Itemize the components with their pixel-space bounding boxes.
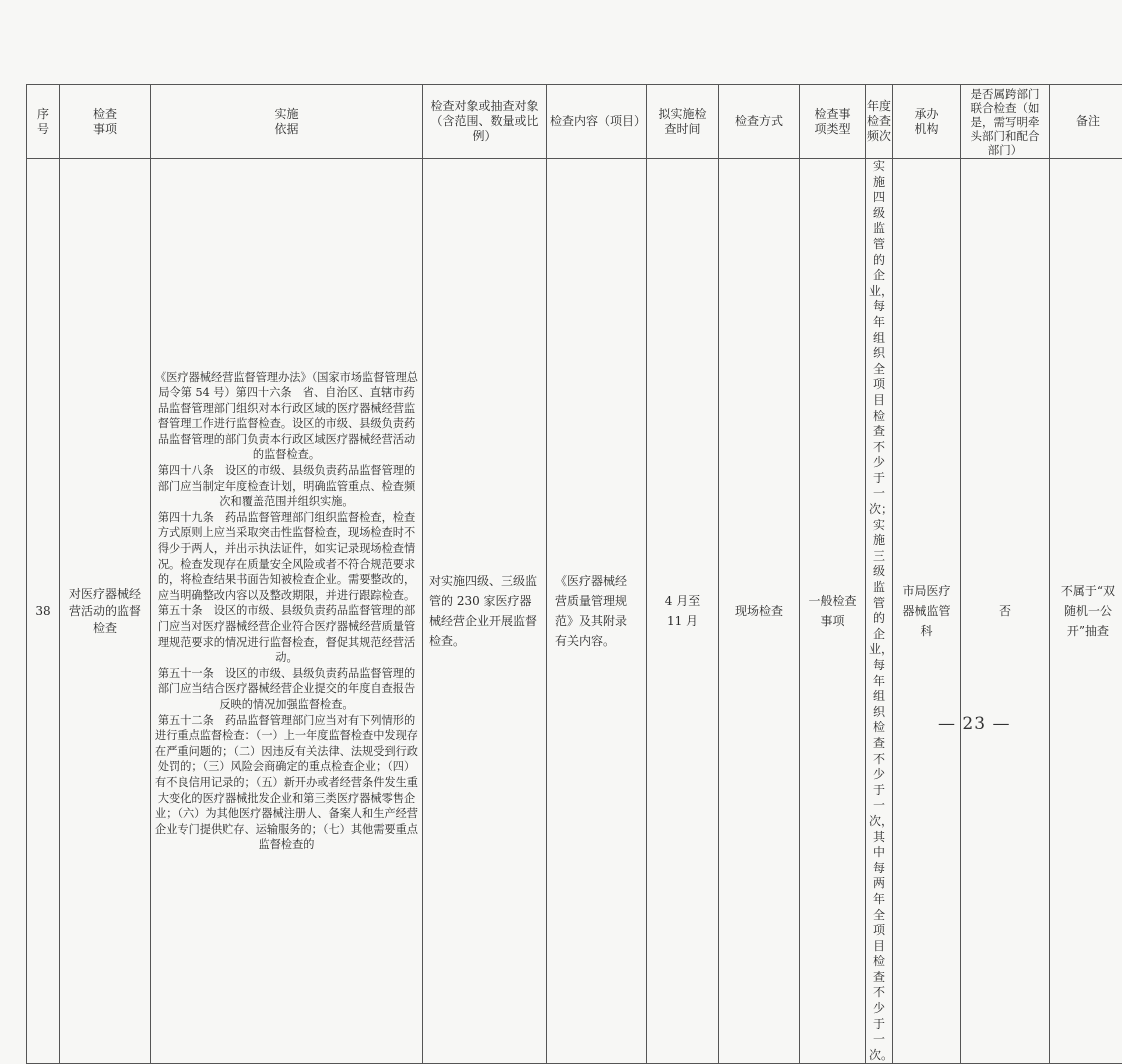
cell-agency (893, 159, 961, 1064)
inspection-content: 《医疗器械经营质量管理规范》及其附录有关内容。 (555, 571, 638, 651)
cell-method (719, 159, 800, 1064)
header-type (800, 85, 866, 159)
table-row (27, 159, 1122, 1064)
inspection-frequency: 实施四级监管的企业，每年组织全项目检查不少于一次；实施三级监管的企业，每年组织检查不少于一次，其中每两年全项目检查不少于一次。 (869, 159, 889, 1063)
header-method (719, 85, 800, 159)
header-joint (961, 85, 1050, 159)
cell-no (27, 159, 60, 1064)
cell-remark (1050, 159, 1122, 1064)
remark: 不属于“双随机一公开”抽查 (1060, 581, 1116, 641)
cell-frequency (866, 159, 893, 1064)
cell-time (647, 159, 719, 1064)
cell-target (423, 159, 547, 1064)
header-label: 年度 检查 频次 (867, 99, 891, 144)
header-target (423, 85, 547, 159)
basis-paragraph: 第五十条 设区的市级、县级负责药品监督管理的部门应当对医疗器械经营企业符合医疗器械经营质量管理规范要求的情况进行监督检查，督促其规范经营活动。 (154, 603, 419, 665)
inspection-time: 4 月至 11 月 (657, 591, 708, 631)
cell-joint (961, 159, 1050, 1064)
inspection-target: 对实施四级、三级监管的 230 家医疗器械经营企业开展监督检查。 (429, 571, 540, 651)
inspection-table (26, 84, 1122, 1064)
basis-paragraph: 《医疗器械经营监督管理办法》（国家市场监督管理总局令第 54 号）第四十六条 省、自治区、直辖市药品监督管理部门组织对本行政区域的医疗器械经营监督管理工作进行监督检查。设区的市级、县级负责药品监督管理的部门负责本行政区域医疗器械经营活动的监督检查。 (154, 370, 419, 464)
header-label: 检查方式 (722, 114, 796, 129)
inspection-type: 一般检查事项 (808, 591, 857, 631)
header-label: 拟实施检 查时间 (650, 107, 715, 137)
row-number: 38 (30, 603, 56, 620)
basis-paragraph: 第四十八条 设区的市级、县级负责药品监督管理的部门应当制定年度检查计划，明确监管重点、检查频次和覆盖范围并组织实施。 (154, 463, 419, 510)
header-label: 实施 依据 (154, 107, 419, 137)
cell-content (547, 159, 647, 1064)
cell-basis (151, 159, 423, 1064)
header-agency (893, 85, 961, 159)
header-label: 检查事 项类型 (803, 107, 862, 137)
header-basis (151, 85, 423, 159)
inspection-item: 对医疗器械经营活动的监督检查 (68, 586, 142, 637)
header-label: 备注 (1053, 114, 1122, 129)
header-label: 序 号 (30, 107, 56, 137)
header-no (27, 85, 60, 159)
cell-type (800, 159, 866, 1064)
header-content (547, 85, 647, 159)
header-item (60, 85, 151, 159)
table-header-row (27, 85, 1122, 159)
page-number: — 23 — (938, 714, 1010, 734)
inspection-method: 现场检查 (722, 603, 796, 620)
header-label: 检查内容（项目） (550, 114, 643, 129)
header-label: 检查 事项 (63, 107, 147, 137)
cell-item (60, 159, 151, 1064)
basis-paragraph: 第四十九条 药品监督管理部门组织监督检查，检查方式原则上应当采取突击性监督检查，现场检查时不得少于两人，并出示执法证件，如实记录现场检查情况。检查发现存在质量安全风险或者不符合规范要求的，将检查结果书面告知被检查企业。需要整改的，应当明确整改内容以及整改期限，并进行跟踪检查。 (154, 510, 419, 604)
responsible-agency: 市局医疗器械监管科 (902, 581, 951, 641)
basis-paragraph: 第五十一条 设区的市级、县级负责药品监督管理的部门应当结合医疗器械经营企业提交的年度自查报告反映的情况加强监督检查。 (154, 666, 419, 713)
header-label: 承办 机构 (896, 107, 957, 137)
joint-inspection: 否 (964, 603, 1046, 620)
header-frequency (866, 85, 893, 159)
header-label: 是否属跨部门 联合检查（如 是，需写明牵 头部门和配合 部门） (964, 87, 1046, 157)
header-label: 检查对象或抽查对象 （含范围、数量或比 例） (426, 99, 543, 144)
basis-paragraph: 第五十二条 药品监督管理部门应当对有下列情形的进行重点监督检查：（一）上一年度监督检查中发现存在严重问题的；（二）因违反有关法律、法规受到行政处罚的；（三）风险会商确定的重点检查企业；（四）有不良信用记录的；（五）新开办或者经营条件发生重大变化的医疗器械批发企业和第三类医疗器械零售企业；（六）为其他医疗器械注册人、备案人和生产经营企业专门提供贮存、运输服务的；（七）其他需要重点监督检查的 (154, 713, 419, 853)
header-remark (1050, 85, 1122, 159)
header-time (647, 85, 719, 159)
